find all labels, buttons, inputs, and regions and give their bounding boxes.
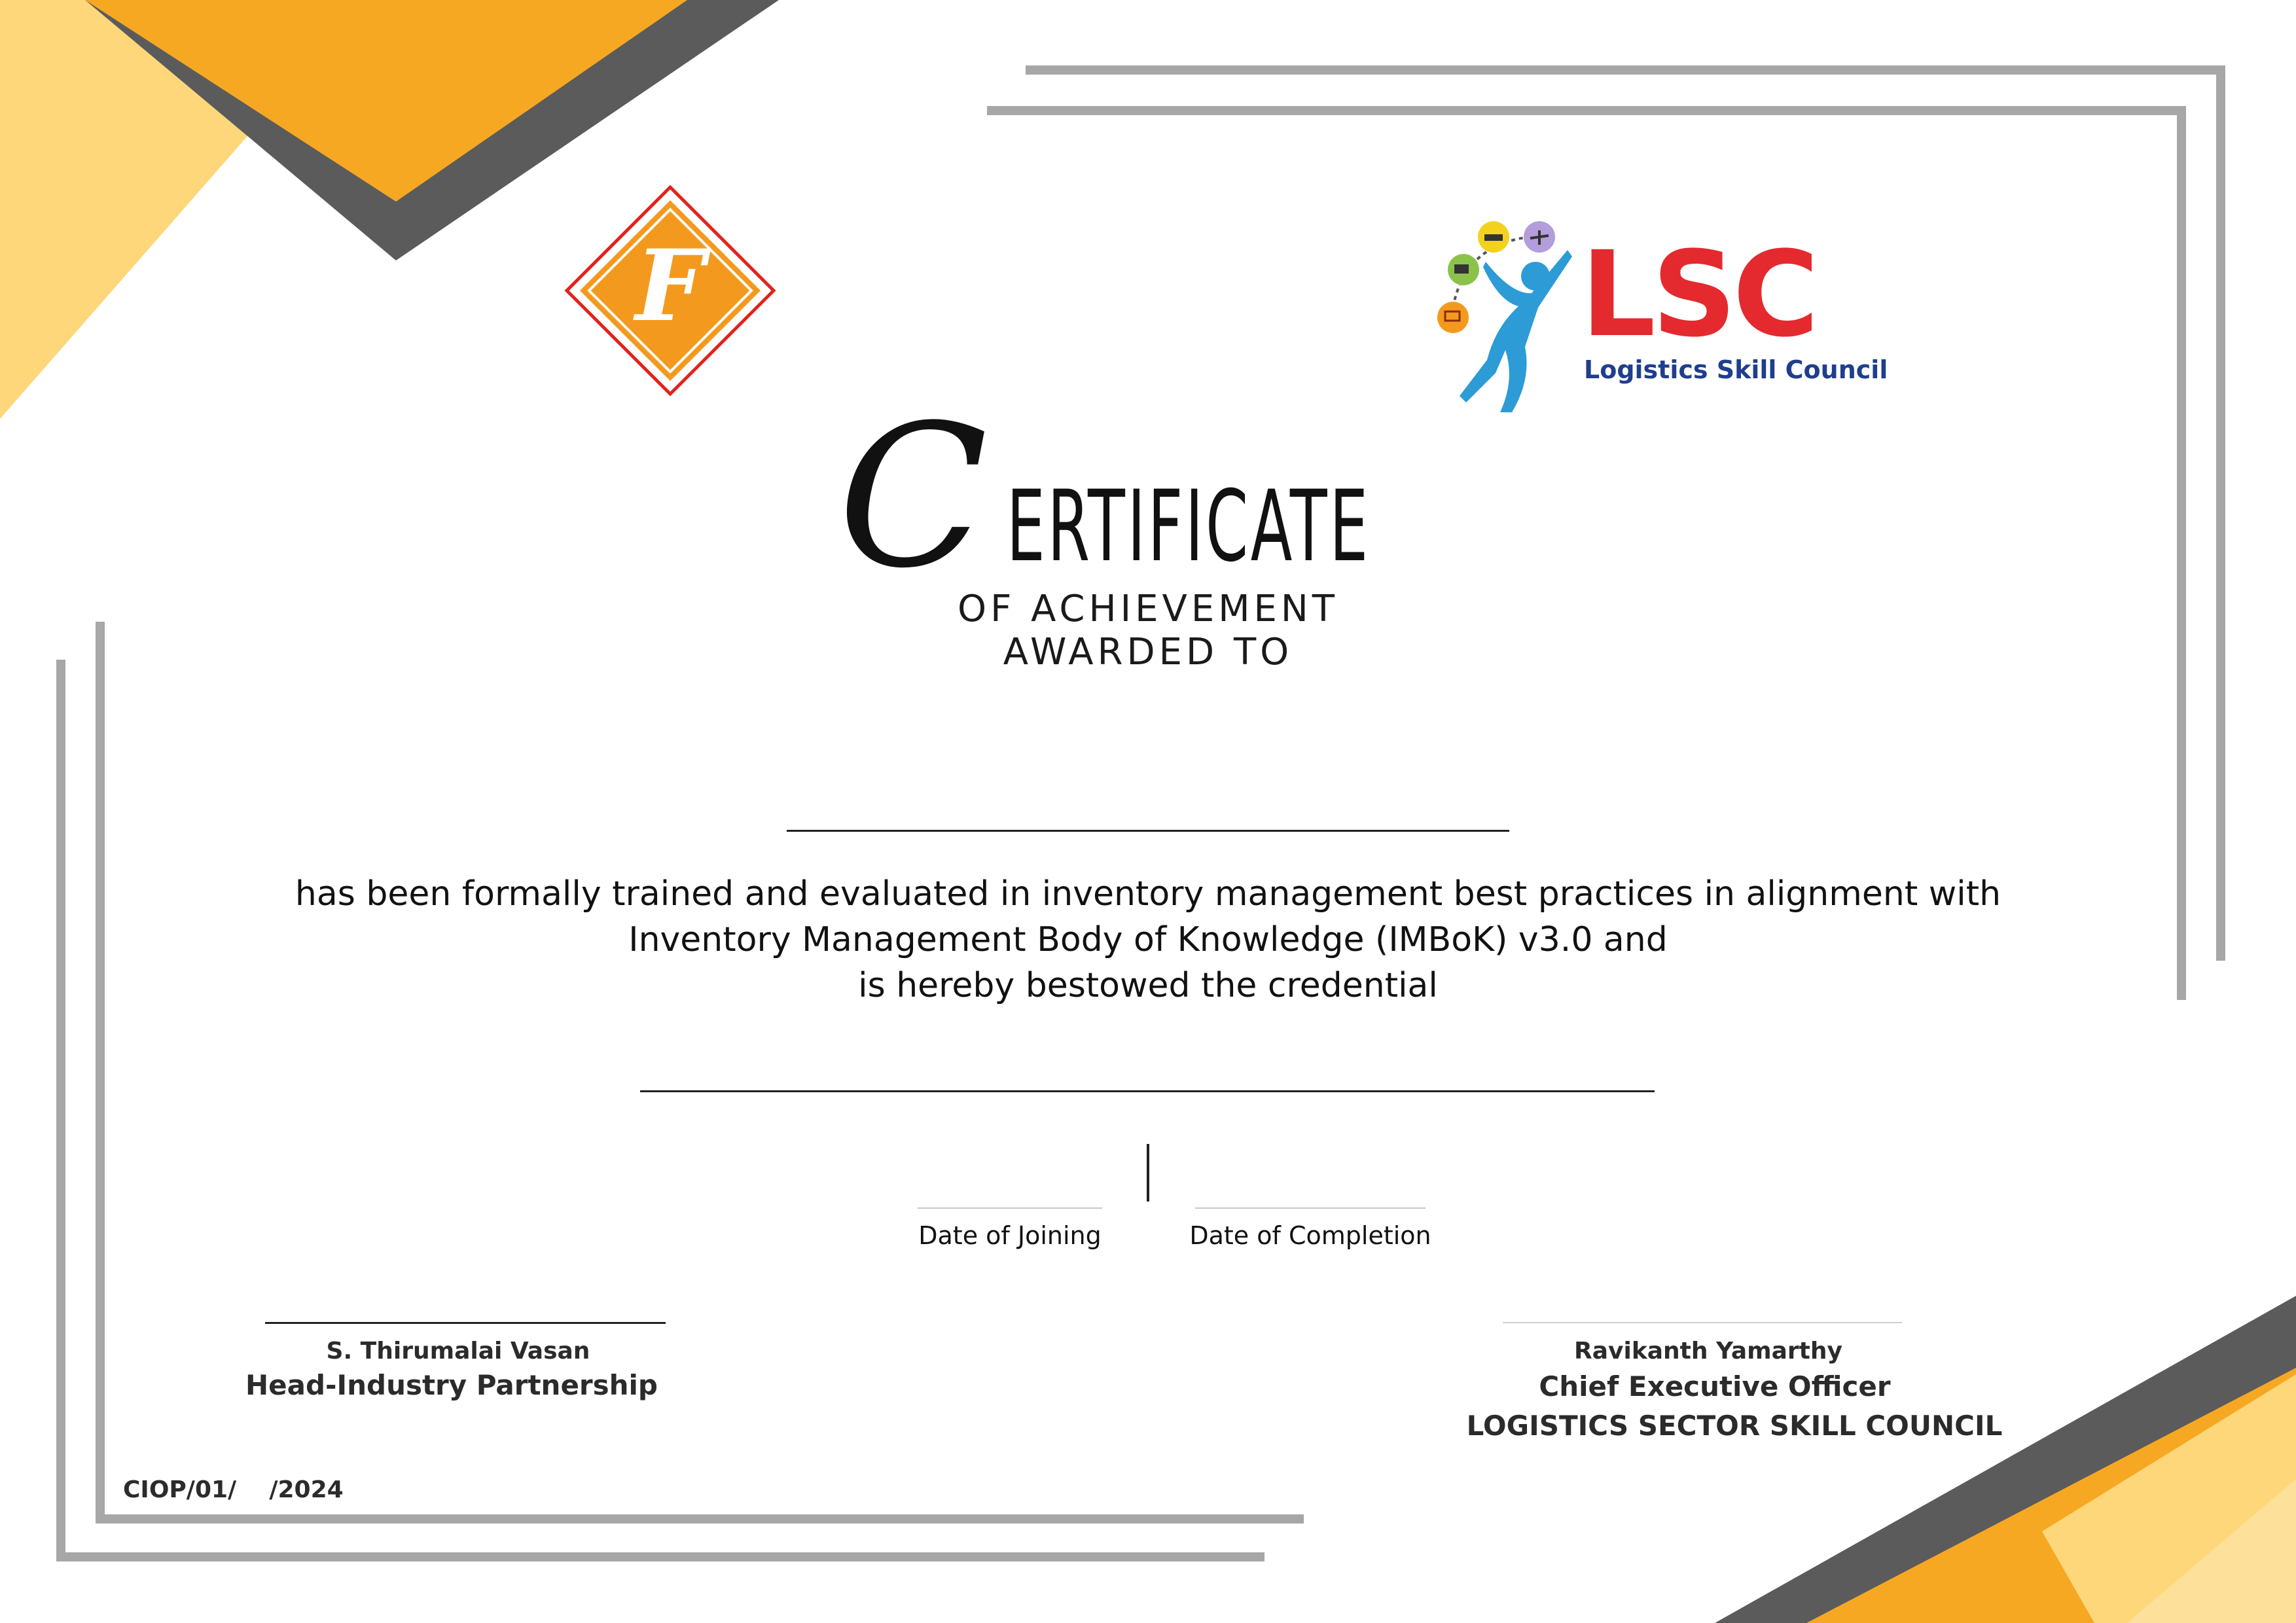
body-line-3: is hereby bestowed the credential <box>858 966 1438 1005</box>
title-rest: ERTIFICATE <box>1007 470 1371 584</box>
airplane-icon <box>1524 221 1555 253</box>
left-signatory-name: S. Thirumalai Vasan <box>326 1338 590 1364</box>
subtitle-awarded-to: AWARDED TO <box>1003 631 1293 673</box>
date-divider <box>1147 1144 1149 1202</box>
diamond-f-logo <box>565 186 775 395</box>
body-line-1: has been formally trained and evaluated in inventory management best practices in alignment with <box>295 874 2001 914</box>
logo-f-letter: F <box>635 228 706 344</box>
recipient-name-line <box>787 830 1509 832</box>
body-line-2: Inventory Management Body of Knowledge (IMBoK) v3.0 and <box>628 920 1668 959</box>
ship-icon <box>1478 221 1509 253</box>
certificate-number: CIOP/01/ /2024 <box>123 1476 344 1503</box>
left-signature-line <box>265 1322 666 1324</box>
date-of-joining-label: Date of Joining <box>918 1221 1102 1250</box>
truck-icon <box>1448 254 1479 285</box>
date-joining-line <box>918 1207 1102 1209</box>
right-signatory-name: Ravikanth Yamarthy <box>1574 1338 1842 1364</box>
lsc-tagline: Logistics Skill Council <box>1584 355 1888 384</box>
title-initial: C <box>838 383 988 611</box>
date-completion-line <box>1195 1207 1426 1209</box>
credential-line <box>640 1090 1655 1092</box>
lsc-logo <box>1427 216 1888 432</box>
left-signatory-title: Head-Industry Partnership <box>245 1369 658 1401</box>
subtitle-achievement: OF ACHIEVEMENT <box>957 588 1338 630</box>
cart-icon <box>1437 302 1469 333</box>
lsc-wordmark: LSC <box>1581 226 1816 363</box>
right-signature-line <box>1503 1322 1902 1323</box>
right-signatory-organization: LOGISTICS SECTOR SKILL COUNCIL <box>1466 1410 2003 1442</box>
right-signatory-title: Chief Executive Officer <box>1539 1370 1891 1402</box>
date-of-completion-label: Date of Completion <box>1189 1221 1431 1250</box>
